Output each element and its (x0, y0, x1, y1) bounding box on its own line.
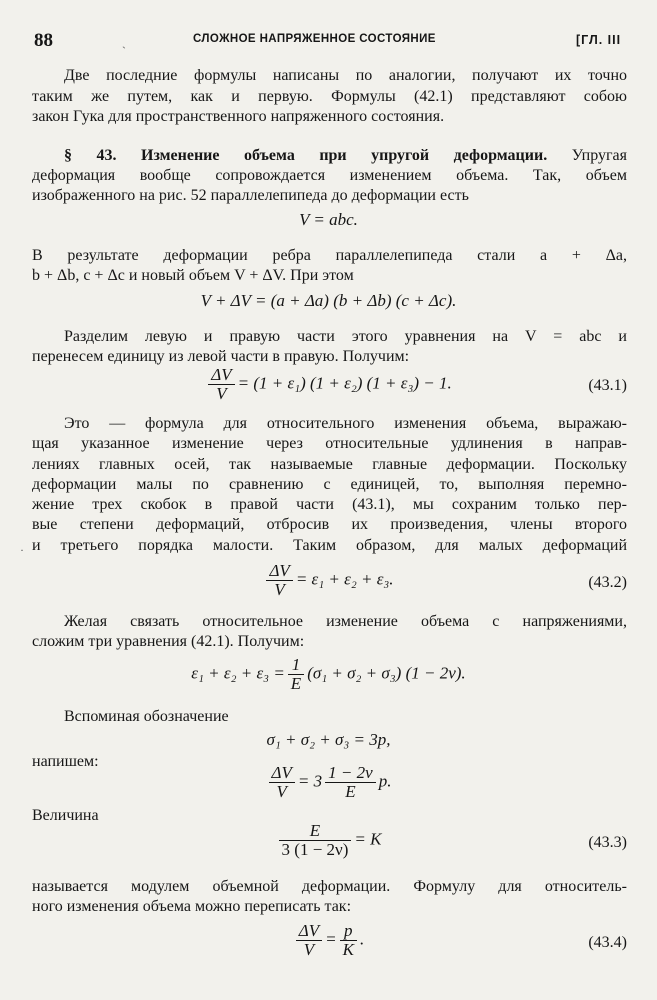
text-line: и третьего порядка малости. Таким образом, для малых деформаций (32, 537, 627, 554)
equation-number: (43.1) (588, 377, 627, 394)
fraction (288, 656, 304, 693)
numerator: E (279, 822, 352, 841)
denominator: V (216, 384, 227, 403)
text-line: Желая связать относительное изменение объема с напряжениями, (64, 613, 627, 630)
equation-43-2 (0, 562, 657, 599)
denominator: K (342, 940, 354, 959)
section-heading-line (64, 146, 627, 166)
numerator: 1 − 2ν (325, 764, 376, 783)
text-line: таким же путем, как и первую. Формулы (42.1) представляют собою (32, 88, 627, 105)
text-line: сложим три уравнения (42.1). Получим: (32, 633, 305, 650)
equation-mid: = 3 (297, 771, 323, 791)
equation-rhs: = (1 + ε₁) (1 + ε₂) (1 + ε₃) − 1. (237, 373, 452, 393)
equation-rhs: (σ₁ + σ₂ + σ₃) (1 − 2ν). (307, 663, 466, 683)
denominator: V (274, 580, 285, 599)
text-line: ного изменения объема можно переписать так: (32, 898, 352, 915)
text-line: Две последние формулы написаны по аналогии, получают их точно (64, 67, 627, 84)
text-line: b + Δb, c + Δc и новый объем V + ΔV. При этом (32, 267, 354, 284)
text-line: деформации малы по сравнению с единицей, то, выполняя перемно- (32, 476, 627, 493)
equation-43-1 (0, 366, 657, 403)
denominator: E (345, 782, 356, 801)
equation-rhs: = ε₁ + ε₂ + ε₃. (295, 569, 394, 589)
equation-lhs: ε₁ + ε₂ + ε₃ = (191, 663, 285, 683)
equation-mid: = (325, 929, 337, 949)
denominator: V (276, 782, 287, 801)
text-fragment: Упругая (571, 147, 628, 164)
text-line: Величина (32, 807, 99, 824)
equation-tail: p. (378, 771, 392, 791)
fraction (340, 922, 357, 959)
page-number: 88 (34, 30, 53, 51)
equation-number: (43.2) (588, 574, 627, 591)
equation-volume-change (0, 764, 657, 801)
text-line: вые степени деформаций, отбросив их произведения, члены второго (32, 516, 627, 533)
equation-43-3 (0, 822, 657, 859)
chapter-label: [ГЛ. III (576, 33, 622, 47)
equation-sigma-sum: σ₁ + σ₂ + σ₃ = 3p, (266, 730, 391, 749)
denominator: E (290, 674, 302, 693)
text-line: закон Гука для пространственного напряженного состояния. (32, 108, 445, 125)
fraction (208, 366, 234, 403)
equation-rhs: = K (354, 829, 382, 849)
running-title: СЛОЖНОЕ НАПРЯЖЕННОЕ СОСТОЯНИЕ (193, 33, 436, 45)
numerator: ΔV (296, 922, 322, 941)
fraction (325, 764, 376, 801)
text-line: лениях главных осей, так называемые главные деформации. Поскольку (32, 456, 627, 473)
section-heading: § 43. Изменение объема при упругой деформации. (64, 147, 548, 164)
text-line: Вспоминая обозначение (64, 708, 229, 725)
running-header (0, 30, 657, 54)
text-line: жение трех скобок в правой части (43.1), мы сохраним только пер- (32, 496, 627, 513)
text-line: называется модулем объемной деформации. Формулу для относитель- (32, 878, 627, 895)
equation-number: (43.4) (588, 934, 627, 951)
text-line: перенесем единицу из левой части в правую. Получим: (32, 348, 410, 365)
fraction (269, 764, 295, 801)
equation-v-abc: V = abc. (299, 210, 358, 229)
numerator: ΔV (269, 764, 295, 783)
fraction (266, 562, 292, 599)
print-speck: ` (122, 44, 126, 58)
text-line: Это — формула для относительного изменения объема, выражаю- (64, 415, 627, 432)
equation-strain-sum (0, 656, 657, 693)
text-line: деформация вообще сопровождается изменением объема. Так, объем (32, 167, 627, 184)
print-speck: · (20, 543, 24, 557)
equation-tail: . (359, 929, 365, 949)
fraction (296, 922, 322, 959)
denominator: V (303, 940, 315, 959)
text-line: изображенного на рис. 52 параллелепипеда до деформации есть (32, 187, 469, 204)
text-line: напишем: (32, 753, 99, 770)
numerator: ΔV (208, 366, 234, 385)
text-line: Разделим левую и правую части этого уравнения на V = abc и (64, 328, 627, 345)
equation-number: (43.3) (588, 834, 627, 851)
text-line: В результате деформации ребра параллелепипеда стали a + Δa, (32, 247, 627, 264)
text-line: щая указанное изменение через относительные удлинения в направ- (32, 435, 627, 452)
equation-volume-expansion: V + ΔV = (a + Δa) (b + Δb) (c + Δc). (200, 291, 457, 310)
fraction (279, 822, 352, 859)
numerator: 1 (288, 656, 304, 675)
numerator: p (340, 922, 357, 941)
denominator: 3 (1 − 2ν) (281, 840, 349, 859)
numerator: ΔV (266, 562, 292, 581)
equation-43-4 (0, 922, 657, 959)
